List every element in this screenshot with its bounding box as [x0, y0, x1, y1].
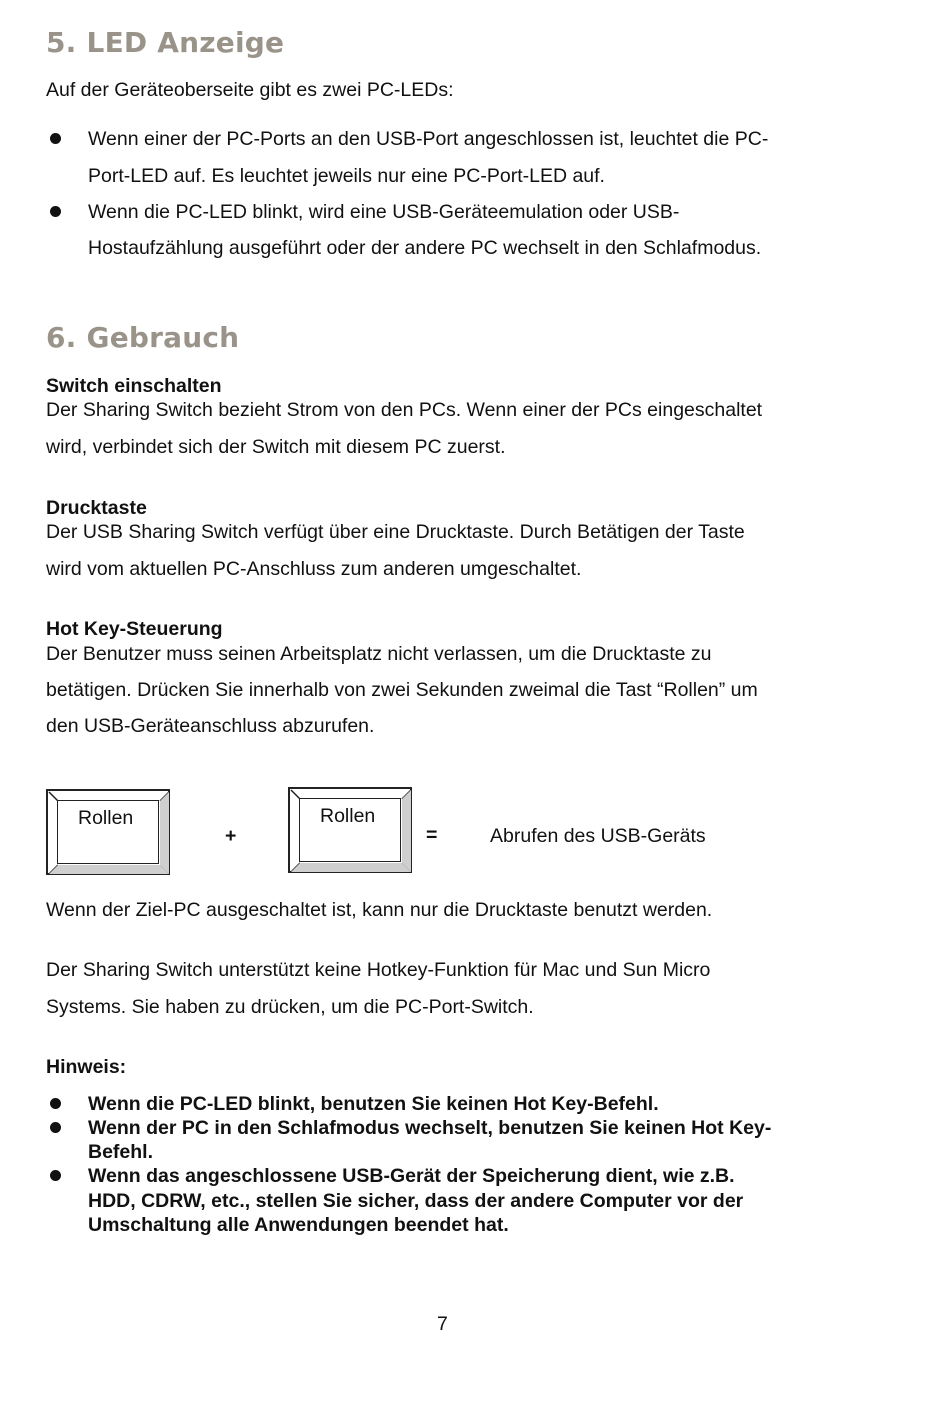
led-bullet-2-line-1: Wenn die PC-LED blinkt, wird eine USB-Geräteemulation oder USB-	[88, 201, 680, 223]
section-6-title: Gebrauch	[86, 321, 240, 354]
push-button-line-1: Der USB Sharing Switch verfügt über eine Drucktaste. Durch Betätigen der Taste	[46, 521, 745, 543]
section-5-intro: Auf der Geräteoberseite gibt es zwei PC-LEDs:	[46, 79, 454, 101]
section-6-heading	[46, 321, 239, 354]
equals-sign: =	[426, 824, 438, 846]
hotkey-line-2: betätigen. Drücken Sie innerhalb von zwei Sekunden zweimal die Tast “Rollen” um	[46, 679, 758, 701]
bullet-icon	[50, 1122, 61, 1133]
push-button-heading: Drucktaste	[46, 497, 147, 519]
note-item-2-line-1: Wenn der PC in den Schlafmodus wechselt, benutzen Sie keinen Hot Key-	[88, 1117, 772, 1139]
rollen-key-2	[288, 787, 412, 873]
mac-sun-line-1: Der Sharing Switch unterstützt keine Hotkey-Funktion für Mac und Sun Micro	[46, 959, 711, 981]
rollen-key-1	[46, 789, 170, 875]
switch-on-heading: Switch einschalten	[46, 375, 222, 397]
led-bullet-1-line-1: Wenn einer der PC-Ports an den USB-Port angeschlossen ist, leuchtet die PC-	[88, 128, 769, 150]
hotkey-line-3: den USB-Geräteanschluss abzurufen.	[46, 715, 375, 737]
section-5-title: LED Anzeige	[86, 26, 285, 59]
hotkey-line-1: Der Benutzer muss seinen Arbeitsplatz nicht verlassen, um die Drucktaste zu	[46, 643, 712, 665]
note-item-2-line-2: Befehl.	[88, 1141, 154, 1163]
switch-on-line-2: wird, verbindet sich der Switch mit diesem PC zuerst.	[46, 436, 506, 458]
section-5-heading	[46, 26, 284, 59]
hotkey-heading: Hot Key-Steuerung	[46, 618, 223, 640]
key-1-label: Rollen	[78, 807, 134, 829]
bullet-icon	[50, 1170, 61, 1181]
push-button-line-2: wird vom aktuellen PC-Anschluss zum anderen umgeschaltet.	[46, 558, 582, 580]
section-6-number: 6.	[46, 321, 77, 354]
note-item-3-line-2: HDD, CDRW, etc., stellen Sie sicher, dass der andere Computer vor der	[88, 1190, 744, 1212]
mac-sun-line-2: Systems. Sie haben zu drücken, um die PC-Port-Switch.	[46, 996, 534, 1018]
note-item-1-line-1: Wenn die PC-LED blinkt, benutzen Sie keinen Hot Key-Befehl.	[88, 1093, 659, 1115]
switch-on-line-1: Der Sharing Switch bezieht Strom von den PCs. Wenn einer der PCs eingeschaltet	[46, 399, 763, 421]
plus-sign: +	[225, 825, 237, 847]
target-off-text: Wenn der Ziel-PC ausgeschaltet ist, kann nur die Drucktaste benutzt werden.	[46, 899, 713, 921]
led-bullet-2-line-2: Hostaufzählung ausgeführt oder der andere PC wechselt in den Schlafmodus.	[88, 237, 762, 259]
note-heading: Hinweis:	[46, 1056, 127, 1078]
led-bullet-1-line-2: Port-LED auf. Es leuchtet jeweils nur eine PC-Port-LED auf.	[88, 165, 605, 187]
bullet-icon	[50, 206, 61, 217]
bullet-icon	[50, 1098, 61, 1109]
bullet-icon	[50, 133, 61, 144]
note-item-3-line-1: Wenn das angeschlossene USB-Gerät der Speicherung dient, wie z.B.	[88, 1165, 735, 1187]
section-5-number: 5.	[46, 26, 77, 59]
key-2-label: Rollen	[320, 805, 376, 827]
note-item-3-line-3: Umschaltung alle Anwendungen beendet hat.	[88, 1214, 509, 1236]
key-combo-result: Abrufen des USB-Geräts	[490, 825, 706, 847]
page-number: 7	[437, 1313, 448, 1335]
